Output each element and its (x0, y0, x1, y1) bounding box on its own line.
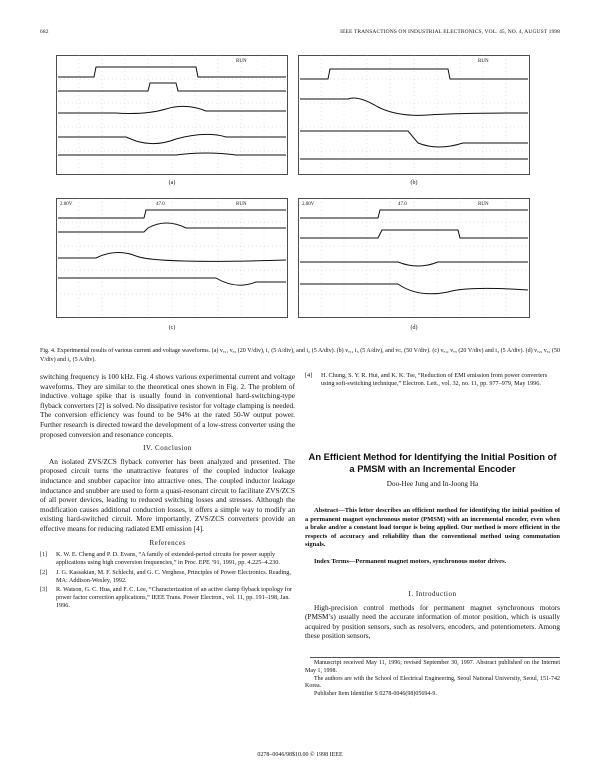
panel-label-d: (d) (410, 325, 418, 331)
footnote-rule (310, 657, 560, 658)
scope-run-c: RUN (236, 202, 247, 207)
scope-trace-c (56, 198, 288, 318)
scope-trace-d (298, 198, 530, 318)
scope-run-b: RUN (478, 59, 489, 64)
reference-item: [3] R. Watson, G. C. Hua, and F. C. Lee, “Characterization of an active clamp flyback topology for power factor correction applications,” IEEE Trans. Power Electron., vol. 11, pp. 191–198, Jan. 1996. (40, 585, 293, 610)
panel-label-a: (a) (168, 180, 176, 186)
body-paragraph: High-precision control methods for permanent magnet synchronous motors (PMSM’s) usually need the accurate information of motor position, which is usually acquired by position sensors, such as resolvers, encoders, and potentiometers. Among these position sensors, (305, 602, 560, 641)
journal-line: IEEE TRANSACTIONS ON INDUSTRIAL ELECTRONICS, VOL. 45, NO. 4, AUGUST 1998 (340, 29, 560, 35)
scope-readout-d-mid: 47.0 (398, 202, 407, 207)
scope-readout-c-mid: 47.0 (156, 202, 165, 207)
footnote: The authors are with the School of Electrical Engineering, Seoul National University, Seoul, 151-742 Korea. (305, 675, 560, 690)
section-heading-references: References (149, 538, 186, 547)
abstract: Abstract—This letter describes an efficient method for identifying the initial position of a permanent magnet synchronous motor (PMSM) with an incremental encoder, even when a brake and/or a constant load torque is being applied. Our method is more efficient in the respects of accuracy and reliability than the conventional method using commutation signals. (305, 507, 560, 549)
copyright-footer: 0278–0046/98$10.00 © 1998 IEEE (257, 752, 343, 758)
scope-readout-d-left: 2.00V (302, 202, 315, 207)
scope-run-d: RUN (478, 202, 489, 207)
scope-panel-d (298, 198, 530, 318)
footnote: Publisher Item Identifier S 0278-0046(98)05694-9. (314, 691, 437, 698)
reference-list (40, 551, 295, 610)
scope-run-a: RUN (236, 59, 247, 64)
body-paragraph: An isolated ZVS/ZCS flyback converter has been analyzed and presented. The proposed circuit turns the unattractive features of the coupled inductor leakage inductance and snubber capacitor into attractive ones. The coupled inductor leakage inductance and snubber are used to form a quasi-resonant circuit to facilitate ZVS/ZCS of all power devices, leading to reduced switching losses and stresses. Although the modification causes additional conduction losses, it offers a simple way to modify an existing hard-switched circuit. More importantly, ZVS/ZCS converters provide an effective means for reducing radiated EMI emission [4]. (40, 456, 295, 533)
scope-panel-a (56, 55, 288, 175)
index-terms: Index Terms—Permanent magnet motors, synchronous motor drives. (314, 558, 507, 565)
intro-section (305, 585, 560, 641)
article-title: An Efficient Method for Identifying the Initial Position of a PMSM with an Incremental Encoder (308, 451, 557, 474)
page-number: 682 (40, 29, 49, 35)
scope-trace-a (56, 55, 288, 175)
reference-item: [2] J. G. Kassakian, M. F. Schlecht, and G. C. Verghese, Principles of Power Electronics. Reading, MA: Addison-Wesley, 1992. (40, 568, 291, 584)
article-authors: Doo-Hee Jung and In-Joong Ha (386, 480, 479, 488)
section-heading-introduction: I. Introduction (408, 590, 457, 598)
section-heading-conclusion: IV. Conclusion (143, 444, 192, 453)
panel-label-b: (b) (410, 180, 418, 186)
scope-readout-c-left: 2.00V (60, 202, 73, 207)
footnotes (305, 660, 560, 699)
scope-panel-c (56, 198, 288, 318)
left-column (40, 372, 295, 612)
body-paragraph: switching frequency is 100 kHz. Fig. 4 shows various experimental current and voltage waveforms. They are similar to the theoretical ones shown in Fig. 2. The problem of inductive voltage spike that is usually found in conventional hard-switching-type flyback converters [2] is solved. No dissipative resistor for voltage clamping is needed. The conversion efficiency was found to be 94% at the rated 50-W output power. Further research is directed toward the development of a low-stress converter using the proposed conversion and resonance concepts. (40, 372, 295, 439)
panel-label-c: (c) (168, 325, 176, 331)
reference-item: [4] H. Chung, S. Y. R. Hui, and K. K. Tse, “Reduction of EMI emission from power converters using soft-switching technique,” Electron. Lett., vol. 32, no. 11, pp. 977–979, May 1996. (305, 372, 548, 388)
reference-4 (305, 372, 560, 389)
scope-trace-b (298, 55, 530, 175)
footnote: Manuscript received May 11, 1996; revised September 30, 1997. Abstract published on the Internet May 1, 1998. (305, 660, 560, 674)
reference-item: [1] K. W. E. Cheng and P. D. Evans, “A family of extended-period circuits for power supply applications using high conversion frequencies,” in Proc. EPE ’91, 1991, pp. 4.225–4.230. (40, 551, 280, 567)
figure-caption: Fig. 4. Experimental results of various current and voltage waveforms. (a) vₑ₁, vₑ₂ (20 V/div), i₁ (5 A/div), and i₂ (5 A/div). (b) vₑ₁, i₃ (5 A/div), and vᴄᵣ (50 V/div). (c) vₑ₁, vₑ₃ (20 V/div) and i₃ (5 A/div). (d) vₑ₂, vₑ₂ (50 V/div) and i₂ (5 A/div). (40, 348, 560, 363)
scope-panel-b (298, 55, 530, 175)
running-header (40, 29, 560, 39)
